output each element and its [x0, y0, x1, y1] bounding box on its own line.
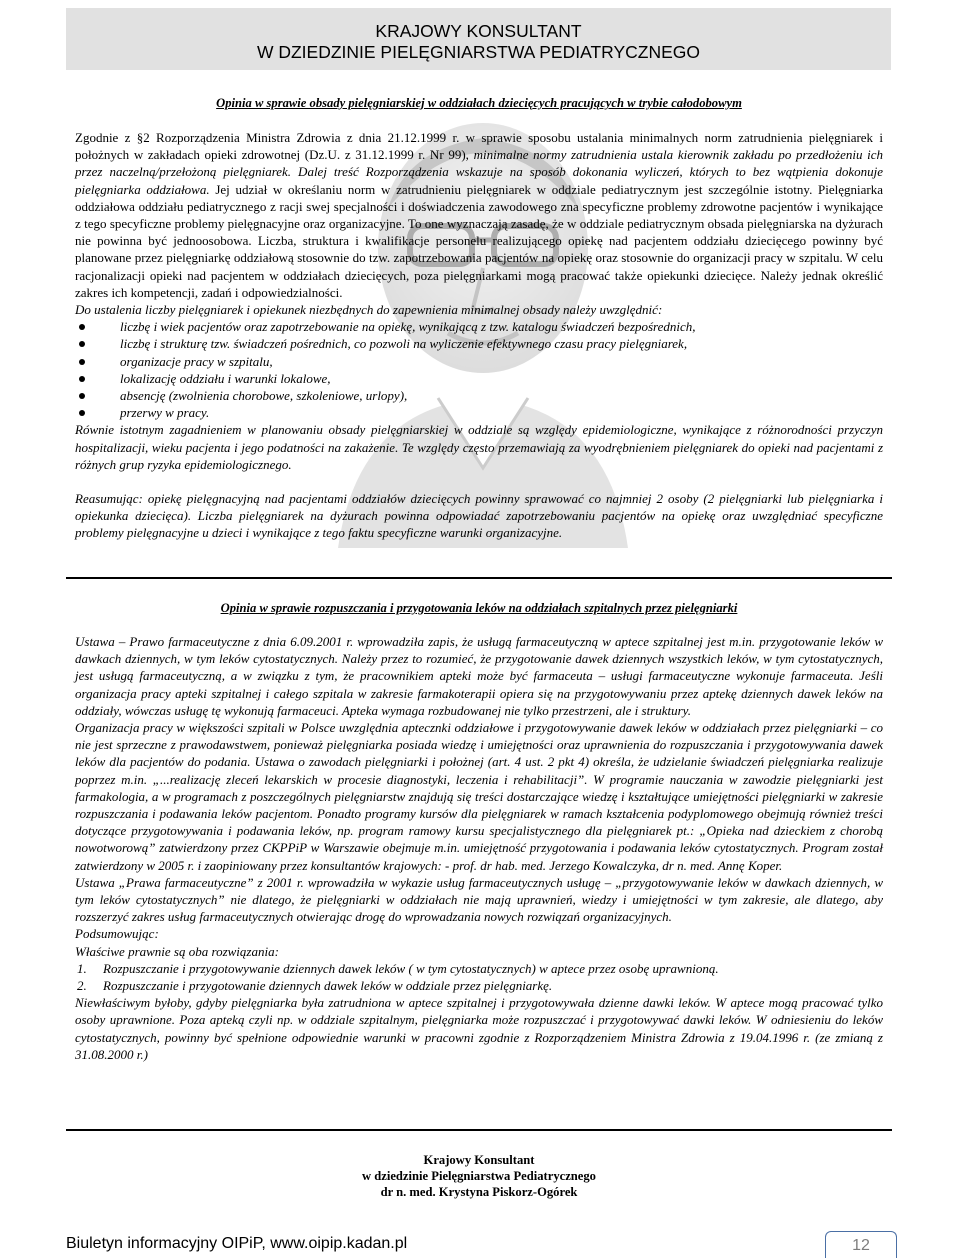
list-item: lokalizację oddziału i warunki lokalowe,	[75, 370, 883, 387]
section2-paragraph-6: Niewłaściwym byłoby, gdyby pielęgniarka była zatrudniona w aptece szpitalnej i przygotowywała dzienne dawki leków. W aptece mogą pracować tylko osoby uprawnione. Poza apteką czyli np. w oddziale szpitalnym, pielęgniarka może rozpuszczać i przygotowywać dawki leków. W odniesieniu do leków cytostatycznych, powinny być spełnione odpowiednie warunki w pracowni zgodnie z Rozporządzeniem Ministra Zdrowia z 19.04.1996 r. (ze zmianą z 31.08.2000 r.)	[75, 995, 883, 1062]
signature-line-1: Krajowy Konsultant	[423, 1153, 535, 1167]
signature-block	[75, 1152, 883, 1200]
list-item: liczbę i wiek pacjentów oraz zapotrzebowanie na opiekę, wynikającą z tzw. katalogu świadczeń bezpośrednich,	[75, 318, 883, 335]
section1-paragraph-1	[75, 129, 883, 301]
section2-title: Opinia w sprawie rozpuszczania i przygotowania leków na oddziałach szpitalnych przez pielęgniarki	[220, 601, 738, 615]
page-number-tab: 12	[825, 1231, 897, 1258]
section1-bullet-list	[75, 318, 883, 421]
list-item: przerwy w pracy.	[75, 404, 883, 421]
list-item	[75, 977, 883, 994]
section1-paragraph-2: Do ustalenia liczby pielęgniarek i opiekunek niezbędnych do zapewnienia minimalnej obsady należy uwzględnić:	[75, 302, 663, 318]
section-divider-1	[66, 577, 892, 579]
section1-title: Opinia w sprawie obsady pielęgniarskiej w oddziałach dziecięcych pracujących w trybie całodobowym	[216, 96, 742, 110]
section2-paragraph-4: Podsumowując:	[75, 926, 159, 942]
section1-body	[75, 129, 883, 542]
list-item-text: Rozpuszczanie i przygotowanie dziennych dawek leków w oddziale przez pielęgniarkę.	[103, 978, 553, 994]
section1-paragraph-3: Równie istotnym zagadnieniem w planowaniu obsady pielęgniarskiej w oddziale są względy epidemiologiczne, wynikające z różnorodności przyczyn hospitalizacji, wieku pacjenta i jego podatności na zakażenie. Te względy często przemawiają za wyodrębnieniem pielęgniarek do opieki nad pacjentami z różnych grup ryzyka epidemiologicznego.	[75, 422, 883, 472]
list-item: absencję (zwolnienia chorobowe, szkoleniowe, urlopy),	[75, 387, 883, 404]
list-item-text: Rozpuszczanie i przygotowywanie dziennych dawek leków ( w tym cytostatycznych) w aptece przez osobę uprawnioną.	[103, 960, 719, 976]
list-item: liczbę i strukturę tzw. świadczeń pośrednich, co pozwoli na wyliczenie efektywnego czasu pracy pielęgniarek,	[75, 335, 883, 352]
signature-line-3: dr n. med. Krystyna Piskorz-Ogórek	[380, 1185, 578, 1199]
section1-paragraph-4: Reasumując: opiekę pielęgnacyjną nad pacjentami oddziałów dziecięcych powinny sprawować co najmniej 2 osoby (2 pielęgniarki lub pielęgniarka i opiekunka dziecięca). Liczba pielęgniarek na dyżurach powinna odpowiadać zapotrzebowaniu pacjentów na opiekę oraz uwzględniać specyficzne problemy pielęgnacyjne u dzieci i wynikające z tego faktu specyficzne warunki organizacyjne.	[75, 491, 883, 541]
section2-numbered-list	[75, 960, 883, 994]
section2-paragraph-5: Właściwe prawnie są oba rozwiązania:	[75, 943, 279, 959]
section2-paragraph-3: Ustawa „Prawa farmaceutyczne” z 2001 r. wprowadziła w wykazie usług farmaceutycznych usługę – „przygotowywanie leków w dawkach dziennych, w tym leków cytostatycznych” nie dlatego, że pielęgniarki w oddziałach nie mają uprawnień, wiedzy i umiejętności w tym zakresie, ale dlatego, aby rozszerzyć zakres usług farmaceutycznych otwierając drogę do wprowadzania nowych rozwiązań organizacyjnych.	[75, 874, 883, 925]
section1-p1-rest: Jej udział w określaniu norm w zatrudnieniu pielęgniarek w oddziale pediatrycznym jest szczególnie istotny. Pielęgniarka oddziałowa oddziału pediatrycznego z racji swej specjalności i doświadczenia zawodowego zna specyficzne problemy zdrowotne pacjentów i wynikające z tego specyficzne problemy pielęgnacyjne oraz organizacyjne. To one wyznaczają zasadę, że w oddziale pediatrycznym obsada pielęgniarska na dyżurach nie powinna być jednoosobowa. Liczba, struktura i kwalifikacje personelu realizującego opiekę nad pacjentem oddziału dziecięcego powinny być planowane przez pielęgniarkę oddziałową stosownie do tzw. zapotrzebowania pacjentów na opiekę oraz stosownie do organizacji pracy w szpitalu. W celu racjonalizacji opieki nad pacjentem w oddziałach dziecięcych, poza pielęgniarkami mogą pracować także opiekunki dziecięce. Należy jednak określić zakres ich kompetencji, zadań i odpowiedzialności.	[75, 181, 883, 300]
section1-p1-italic: minimalne normy zatrudnienia ustala kierownik zakładu po przedłożeniu ich przez naczelną/przełożoną pielęgniarek. Dalej treść Rozporządzenia wskazuje na sposób dokonania wyliczeń, których to bez wątpienia dokonuje pielęgniarka oddziałowa.	[75, 147, 884, 197]
list-item	[75, 960, 883, 977]
list-item-number: 2.	[77, 978, 87, 994]
section-divider-2	[66, 1129, 892, 1131]
section1-p1-normal: Zgodnie z §2 Rozporządzenia Ministra Zdrowia z dnia 21.12.1999 r. w sprawie sposobu ustalania minimalnych norm zatrudnienia pielęgniarek i położnych w zakładach opieki zdrowotnej (Dz.U. z 31.12.1999 r. Nr 99),	[75, 130, 883, 163]
list-item: organizacje pracy w szpitalu,	[75, 353, 883, 370]
signature-line-2: w dziedzinie Pielęgniarstwa Pediatrycznego	[362, 1169, 596, 1183]
section2-body	[75, 633, 883, 1063]
header-line-1: KRAJOWY KONSULTANT	[375, 21, 582, 41]
section2-paragraph-1: Ustawa – Prawo farmaceutyczne z dnia 6.09.2001 r. wprowadziła zapis, że usługą farmaceutyczną w aptece szpitalnej jest m.in. przygotowanie leków w dawkach dziennych, w tym leków cytostatycznych. Należy przez to rozumieć, że przygotowanie dawek dziennych wszystkich leków, w tym cytostatycznych, jest usługą farmaceutyczną, a w związku z tym, że pracownikiem apteki może być farmaceuta – usługi farmaceutyczne wykonuje farmaceuta. Jeśli organizacja pracy apteki szpitalnej i całego szpitala w zakresie farmakoterapii opiera się na przygotowywaniu przez aptekę dziennych dawek leków na oddziały, wówczas usługę tę wykonują farmaceuci. Apteka wymaga rozbudowanej nie tylko przestrzeni, ale i struktury.	[75, 634, 883, 718]
section2-paragraph-2: Organizacja pracy w większości szpitali w Polsce uwzględnia aptecznki oddziałowe i przygotowywanie dawek leków w oddziałach przez pielęgniarki – co nie jest sprzeczne z prawodawstwem, ponieważ pielęgniarka posiada wiedzę i umiejętności oraz uprawnienia do rozpuszczania i przygotowywania dawek leków dla pacjentów do podania. Ustawa o zawodach pielęgniarki i położnej (art. 4 ust. 2 pkt 4) określa, że udzielanie świadczeń pielęgniarka realizuje poprzez m.in. „...realizację zleceń lekarskich w procesie diagnostyki, leczenia i rehabilitacji”. W programie nauczania w zawodzie pielęgniarki jest farmakologia, a w programach z poszczególnych pielęgniarstw znajdują się treści dostarczające wiedzę i kształtujące umiejętności pielęgniarki w zakresie rozpuszczania i podawania leków pacjentom. Ponadto programy kursów dla pielęgniarek w ramach kształcenia podyplomowego obejmują również treści dotyczące przygotowywania i podawania leków, np. program ramowy kursu specjalistycznego dla pielęgniarek pt.: „Opieka nad dzieckiem z chorobą nowotworową” zatwierdzony przez CKPPiP w Warszawie obejmuje m.in. umiejętność przygotowania i podawania leków cytostatycznych. Program został zatwierdzony w 2005 r. i zaopiniowany przez konsultantów krajowych: - prof. dr hab. med. Jerzego Kowalczyka, dr n. med. Annę Koper.	[75, 720, 883, 873]
list-item-number: 1.	[77, 960, 87, 976]
header-line-2: W DZIEDZINIE PIELĘGNIARSTWA PEDIATRYCZNEGO	[256, 42, 701, 62]
header-banner	[66, 8, 891, 70]
footer-publication-text: Biuletyn informacyjny OIPiP, www.oipip.kadan.pl	[66, 1235, 408, 1252]
